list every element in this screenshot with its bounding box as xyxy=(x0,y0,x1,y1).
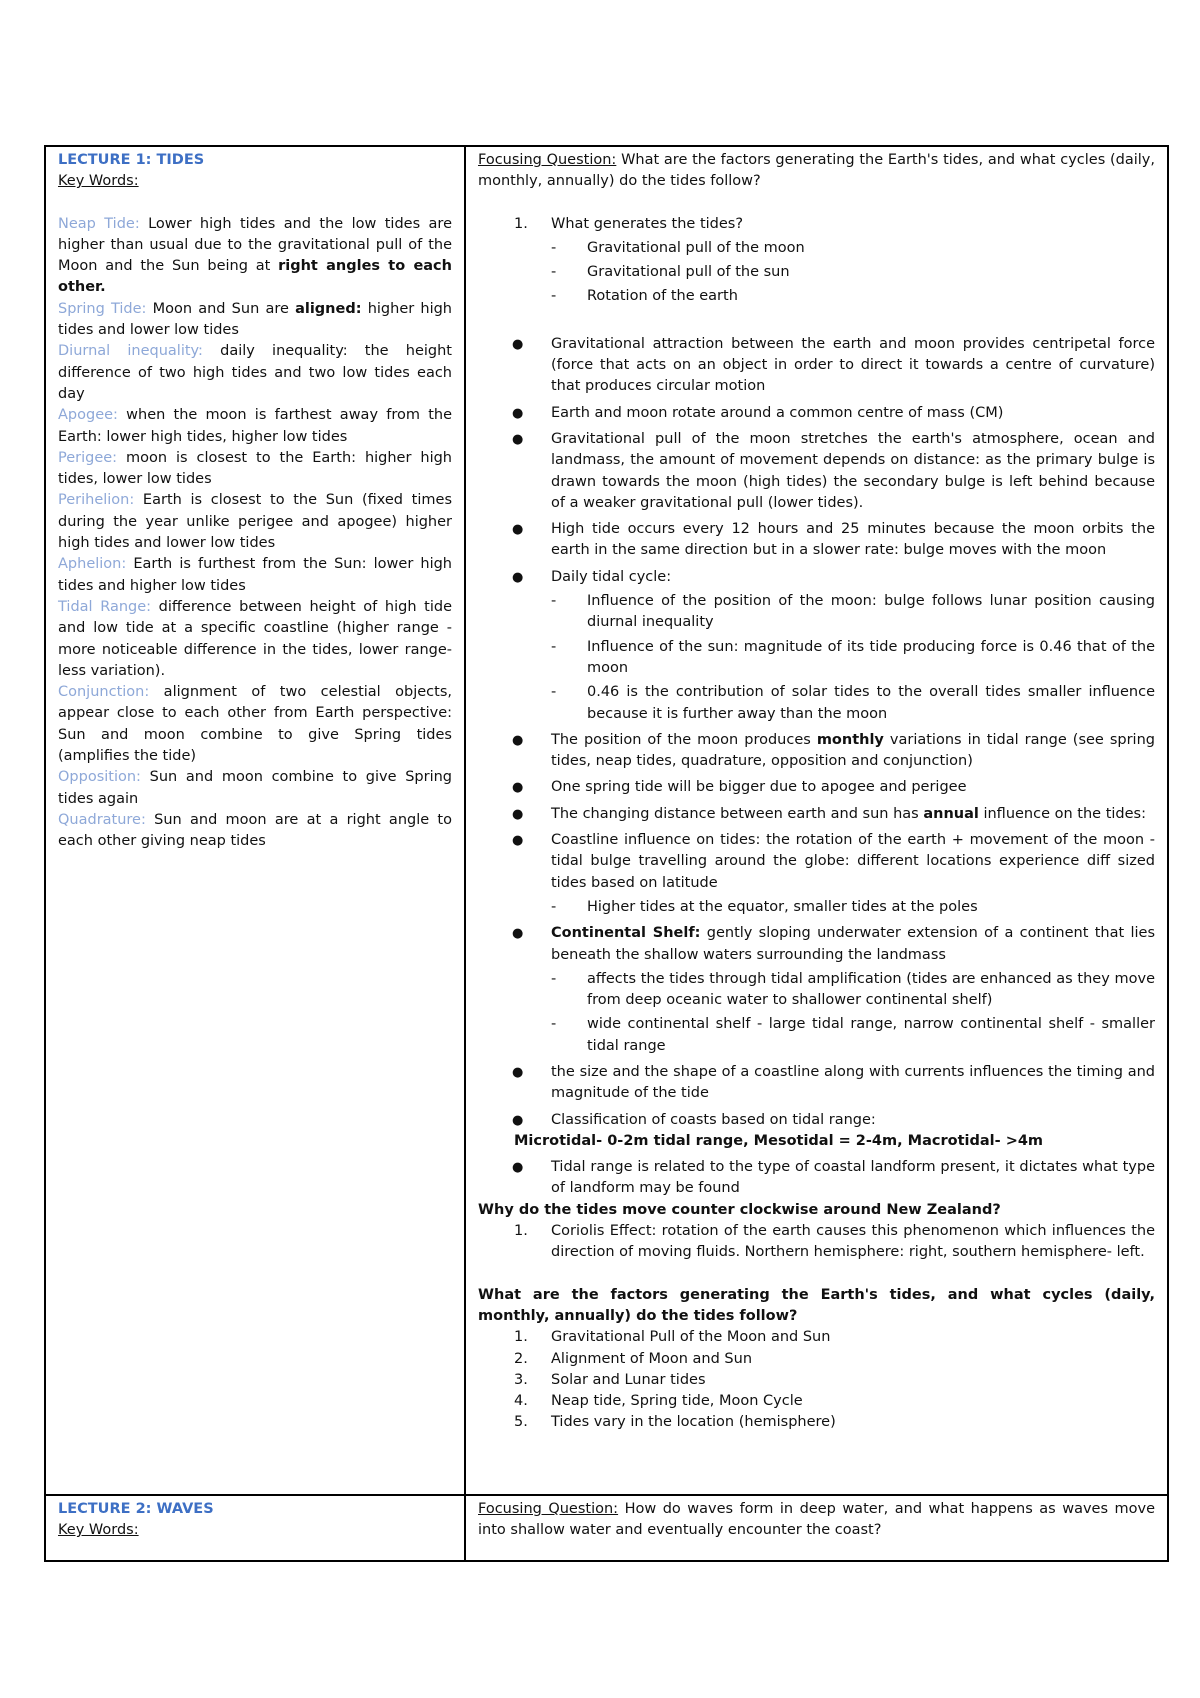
summary-item: 3. Solar and Lunar tides xyxy=(514,1371,706,1388)
bullet-item: ● Tidal range is related to the type of coastal landform present, it dictates what type of landform may be found xyxy=(512,1159,1155,1197)
dash-item: - Higher tides at the equator, smaller tides at the poles xyxy=(551,898,978,915)
lecture-2-notes-cell xyxy=(465,1495,1168,1561)
lecture-1-title: LECTURE 1: TIDES xyxy=(58,152,205,168)
focusing-question: Focusing Question: What are the factors generating the Earth's tides, and what cycles (daily, monthly, annually) do the tides follow? xyxy=(478,152,1155,190)
lecture-1-row xyxy=(45,146,1168,1495)
bullet-item: ● Daily tidal cycle: xyxy=(512,568,672,585)
bullet-item: ● The position of the moon produces monthly variations in tidal range (see spring tides, neap tides, quadrature, opposition and conjunction) xyxy=(512,731,1155,770)
bullet-item: ● Gravitational attraction between the earth and moon provides centripetal force (force that acts on an object in order to direct it towards a centre of curvature) that produces circular motion xyxy=(512,335,1155,395)
dash-item: - affects the tides through tidal amplification (tides are enhanced as they move from deep oceanic water to shallower continental shelf) xyxy=(551,970,1155,1009)
bullet-item: ● One spring tide will be bigger due to apogee and perigee xyxy=(512,779,967,796)
dash-item: - wide continental shelf - large tidal range, narrow continental shelf - smaller tidal range xyxy=(551,1016,1155,1054)
lecture-1-keywords-cell xyxy=(45,146,465,1495)
lecture-1-notes-cell xyxy=(465,146,1168,1495)
question-1: 1. What generates the tides? xyxy=(514,215,744,232)
dash-item: - Influence of the position of the moon: bulge follows lunar position causing diurnal inequality xyxy=(551,593,1155,631)
dash-item: - Gravitational pull of the moon xyxy=(551,239,805,256)
lecture-2-row xyxy=(45,1495,1168,1561)
bullet-item: ● Continental Shelf: gently sloping underwater extension of a continent that lies beneath the shallow waters surrounding the landmass xyxy=(512,925,1156,963)
keyword-item: Perihelion: Earth is closest to the Sun (fixed times during the year unlike perigee and apogee) higher high tides and lower low tides xyxy=(58,492,452,552)
tidal-classification: Microtidal- 0-2m tidal range, Mesotidal = 2-4m, Macrotidal- >4m xyxy=(514,1132,1044,1149)
summary-item: 5. Tides vary in the location (hemisphere) xyxy=(514,1414,836,1431)
key-words-label: Key Words: xyxy=(58,1522,139,1539)
bullet-item: ● Classification of coasts based on tidal range: xyxy=(512,1111,876,1128)
bullet-item: ● Earth and moon rotate around a common centre of mass (CM) xyxy=(512,404,1004,421)
question-nz: Why do the tides move counter clockwise around New Zealand? xyxy=(478,1201,1001,1218)
summary-item: 2. Alignment of Moon and Sun xyxy=(514,1350,753,1367)
focusing-question: Focusing Question: How do waves form in deep water, and what happens as waves move into shallow water and eventually encounter the coast? xyxy=(478,1501,1155,1539)
dash-item: - Rotation of the earth xyxy=(551,288,738,305)
bullet-item: ● the size and the shape of a coastline along with currents influences the timing and magnitude of the tide xyxy=(512,1063,1155,1102)
notes-table xyxy=(44,145,1169,1562)
dash-item: - Influence of the sun: magnitude of its tide producing force is 0.46 that of the moon xyxy=(551,638,1155,676)
keyword-item: Opposition: Sun and moon combine to give Spring tides again xyxy=(58,769,452,807)
summary-question: What are the factors generating the Earth's tides, and what cycles (daily, monthly, annually) do the tides follow? xyxy=(478,1286,1155,1324)
summary-item: 1. Gravitational Pull of the Moon and Sun xyxy=(514,1329,831,1346)
keyword-item: Conjunction: alignment of two celestial objects, appear close to each other from Earth perspective: Sun and moon combine to give Spring tides (amplifies the tide) xyxy=(58,684,452,765)
keyword-item: Apogee: when the moon is farthest away from the Earth: lower high tides, higher low tides xyxy=(58,407,452,445)
keyword-item: Neap Tide: Lower high tides and the low tides are higher than usual due to the gravitational pull of the Moon and the Sun being at right angles to each other. xyxy=(58,215,452,296)
bullet-item: ● Coastline influence on tides: the rotation of the earth + movement of the moon - tidal bulge travelling around the globe: different locations experience diff sized tides based on latitude xyxy=(512,832,1155,891)
summary-item: 4. Neap tide, Spring tide, Moon Cycle xyxy=(514,1393,803,1410)
bullet-item: ● Gravitational pull of the moon stretches the earth's atmosphere, ocean and landmass, the amount of movement depends on distance: as the primary bulge is drawn towards the moon (high tides) the secondary bulge is left behind because of a weaker gravitational pull (lower tides). xyxy=(512,430,1155,511)
keyword-list xyxy=(58,214,452,853)
dash-item: - Gravitational pull of the sun xyxy=(551,264,790,281)
key-words-label: Key Words: xyxy=(58,173,139,190)
bullet-item: ● The changing distance between earth and sun has annual influence on the tides: xyxy=(512,805,1146,822)
nz-answer: 1. Coriolis Effect: rotation of the earth causes this phenomenon which influences the direction of moving fluids. Northern hemisphere: right, southern hemisphere- left. xyxy=(514,1223,1155,1261)
keyword-item: Spring Tide: Moon and Sun are aligned: higher high tides and lower low tides xyxy=(58,300,452,339)
keyword-item: Aphelion: Earth is furthest from the Sun: lower high tides and higher low tides xyxy=(58,556,452,594)
dash-item: - 0.46 is the contribution of solar tides to the overall tides smaller influence because it is further away than the moon xyxy=(551,684,1155,722)
keyword-item: Diurnal inequality: daily inequality: the height difference of two high tides and two low tides each day xyxy=(58,343,452,402)
bullet-item: ● High tide occurs every 12 hours and 25 minutes because the moon orbits the earth in the same direction but in a slower rate: bulge moves with the moon xyxy=(512,521,1155,559)
keyword-item: Perigee: moon is closest to the Earth: higher high tides, lower low tides xyxy=(58,449,452,488)
lecture-2-keywords-cell xyxy=(45,1495,465,1561)
keyword-item: Quadrature: Sun and moon are at a right angle to each other giving neap tides xyxy=(58,811,452,850)
keyword-item: Tidal Range: difference between height of high tide and low tide at a specific coastline (higher range - more noticeable difference in the tides, lower range- less variation). xyxy=(58,598,453,679)
lecture-2-title: LECTURE 2: WAVES xyxy=(58,1501,214,1517)
